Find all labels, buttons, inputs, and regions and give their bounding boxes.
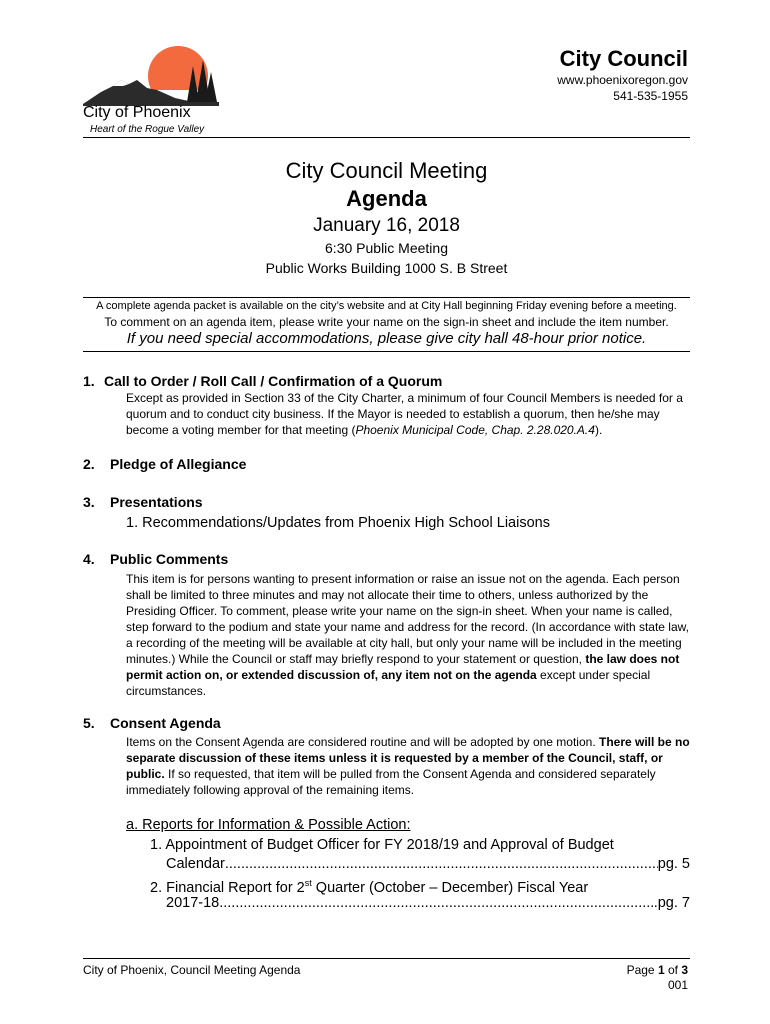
presentation-item: 1. Recommendations/Updates from Phoenix High School Liaisons <box>126 515 550 531</box>
item-title-consent-agenda: Consent Agenda <box>110 715 221 731</box>
item-title-call-to-order: Call to Order / Roll Call / Confirmation of a Quorum <box>104 373 443 389</box>
item-number: 5. <box>83 715 95 731</box>
item-title-pledge: Pledge of Allegiance <box>110 456 247 472</box>
item-number: 1. <box>83 373 95 389</box>
item-number: 4. <box>83 551 95 567</box>
item-description: Except as provided in Section 33 of the City Charter, a minimum of four Council Members is needed for a quorum and to conduct city business. If the Mayor is needed to establish a quorum, then he/she may become a voting member for that meeting (Phoenix Municipal Code, Chap. 2.28.020.A.4). <box>126 391 683 437</box>
report-item: 2. Financial Report for 2st Quarter (October – December) Fiscal Year <box>150 878 589 896</box>
page-reference: pg. 5 <box>657 856 690 872</box>
item-description: This item is for persons wanting to present information or raise an issue not on the agenda. Each person shall be limited to three minutes and may not allocate their time to others, unless authorized by the Presiding Officer. To comment, please write your name on the sign-in sheet. When your name is called, step forward to the podium and state your name and address for the record. (In accordance with state law, a recording of the meeting will be available at city hall, but only your name will be included in the meeting minutes.) While the Council or staff may briefly respond to your statement or question, the law does not permit action on, or extended discussion of, any item not on the agenda except under special circumstances. <box>126 572 689 698</box>
item-number: 2. <box>83 456 95 472</box>
agenda-packet-notice: A complete agenda packet is available on the city’s website and at City Hall beginning Friday evening before a meeting. <box>96 300 677 312</box>
page-indicator: Page 1 of 3 001 <box>626 963 688 992</box>
meeting-title: City Council Meeting <box>285 158 488 183</box>
notice-divider-bottom <box>83 351 690 352</box>
city-name: City of Phoenix <box>83 104 191 121</box>
city-tagline: Heart of the Rogue Valley <box>90 124 205 135</box>
report-item-page-line: 2017-18 ..... .pg. 7 <box>166 893 690 913</box>
meeting-date: January 16, 2018 <box>313 215 460 236</box>
report-item-page-line: Calendar ..... pg. 5 <box>166 854 690 874</box>
notice-divider-top <box>83 297 690 298</box>
page-reference: .pg. 7 <box>653 895 690 911</box>
agenda-heading: Agenda <box>346 186 427 211</box>
reports-subheading: a. Reports for Information & Possible Action: <box>126 817 411 833</box>
item-title-public-comments: Public Comments <box>110 551 229 567</box>
phone-number: 541-535-1955 <box>613 89 688 103</box>
footer-divider <box>83 958 690 959</box>
item-number: 3. <box>83 494 95 510</box>
meeting-location: Public Works Building 1000 S. B Street <box>265 260 508 276</box>
meeting-time: 6:30 Public Meeting <box>325 240 448 256</box>
item-description: Items on the Consent Agenda are considered routine and will be adopted by one motion. There will be no separate discussion of these items unless it is requested by a member of the Council, staff, or public. If so requested, that item will be pulled from the Consent Agenda and considered separately immediately following approval of the remaining items. <box>126 735 690 797</box>
accommodations-notice: If you need special accommodations, please give city hall 48-hour prior notice. <box>126 330 647 347</box>
report-item: 1. Appointment of Budget Officer for FY 2018/19 and Approval of Budget <box>150 837 614 853</box>
header-divider <box>83 137 690 138</box>
website-link[interactable]: www.phoenixoregon.gov <box>557 73 688 87</box>
item-title-presentations: Presentations <box>110 494 203 510</box>
code-citation: Phoenix Municipal Code, Chap. 2.28.020.A.4 <box>355 423 595 437</box>
document-number: 001 <box>667 978 688 992</box>
comment-instructions: To comment on an agenda item, please write your name on the sign-in sheet and include the item number. <box>104 315 669 329</box>
city-logo <box>83 46 219 106</box>
footer-title: City of Phoenix, Council Meeting Agenda <box>83 963 301 977</box>
council-title: City Council <box>559 46 688 71</box>
